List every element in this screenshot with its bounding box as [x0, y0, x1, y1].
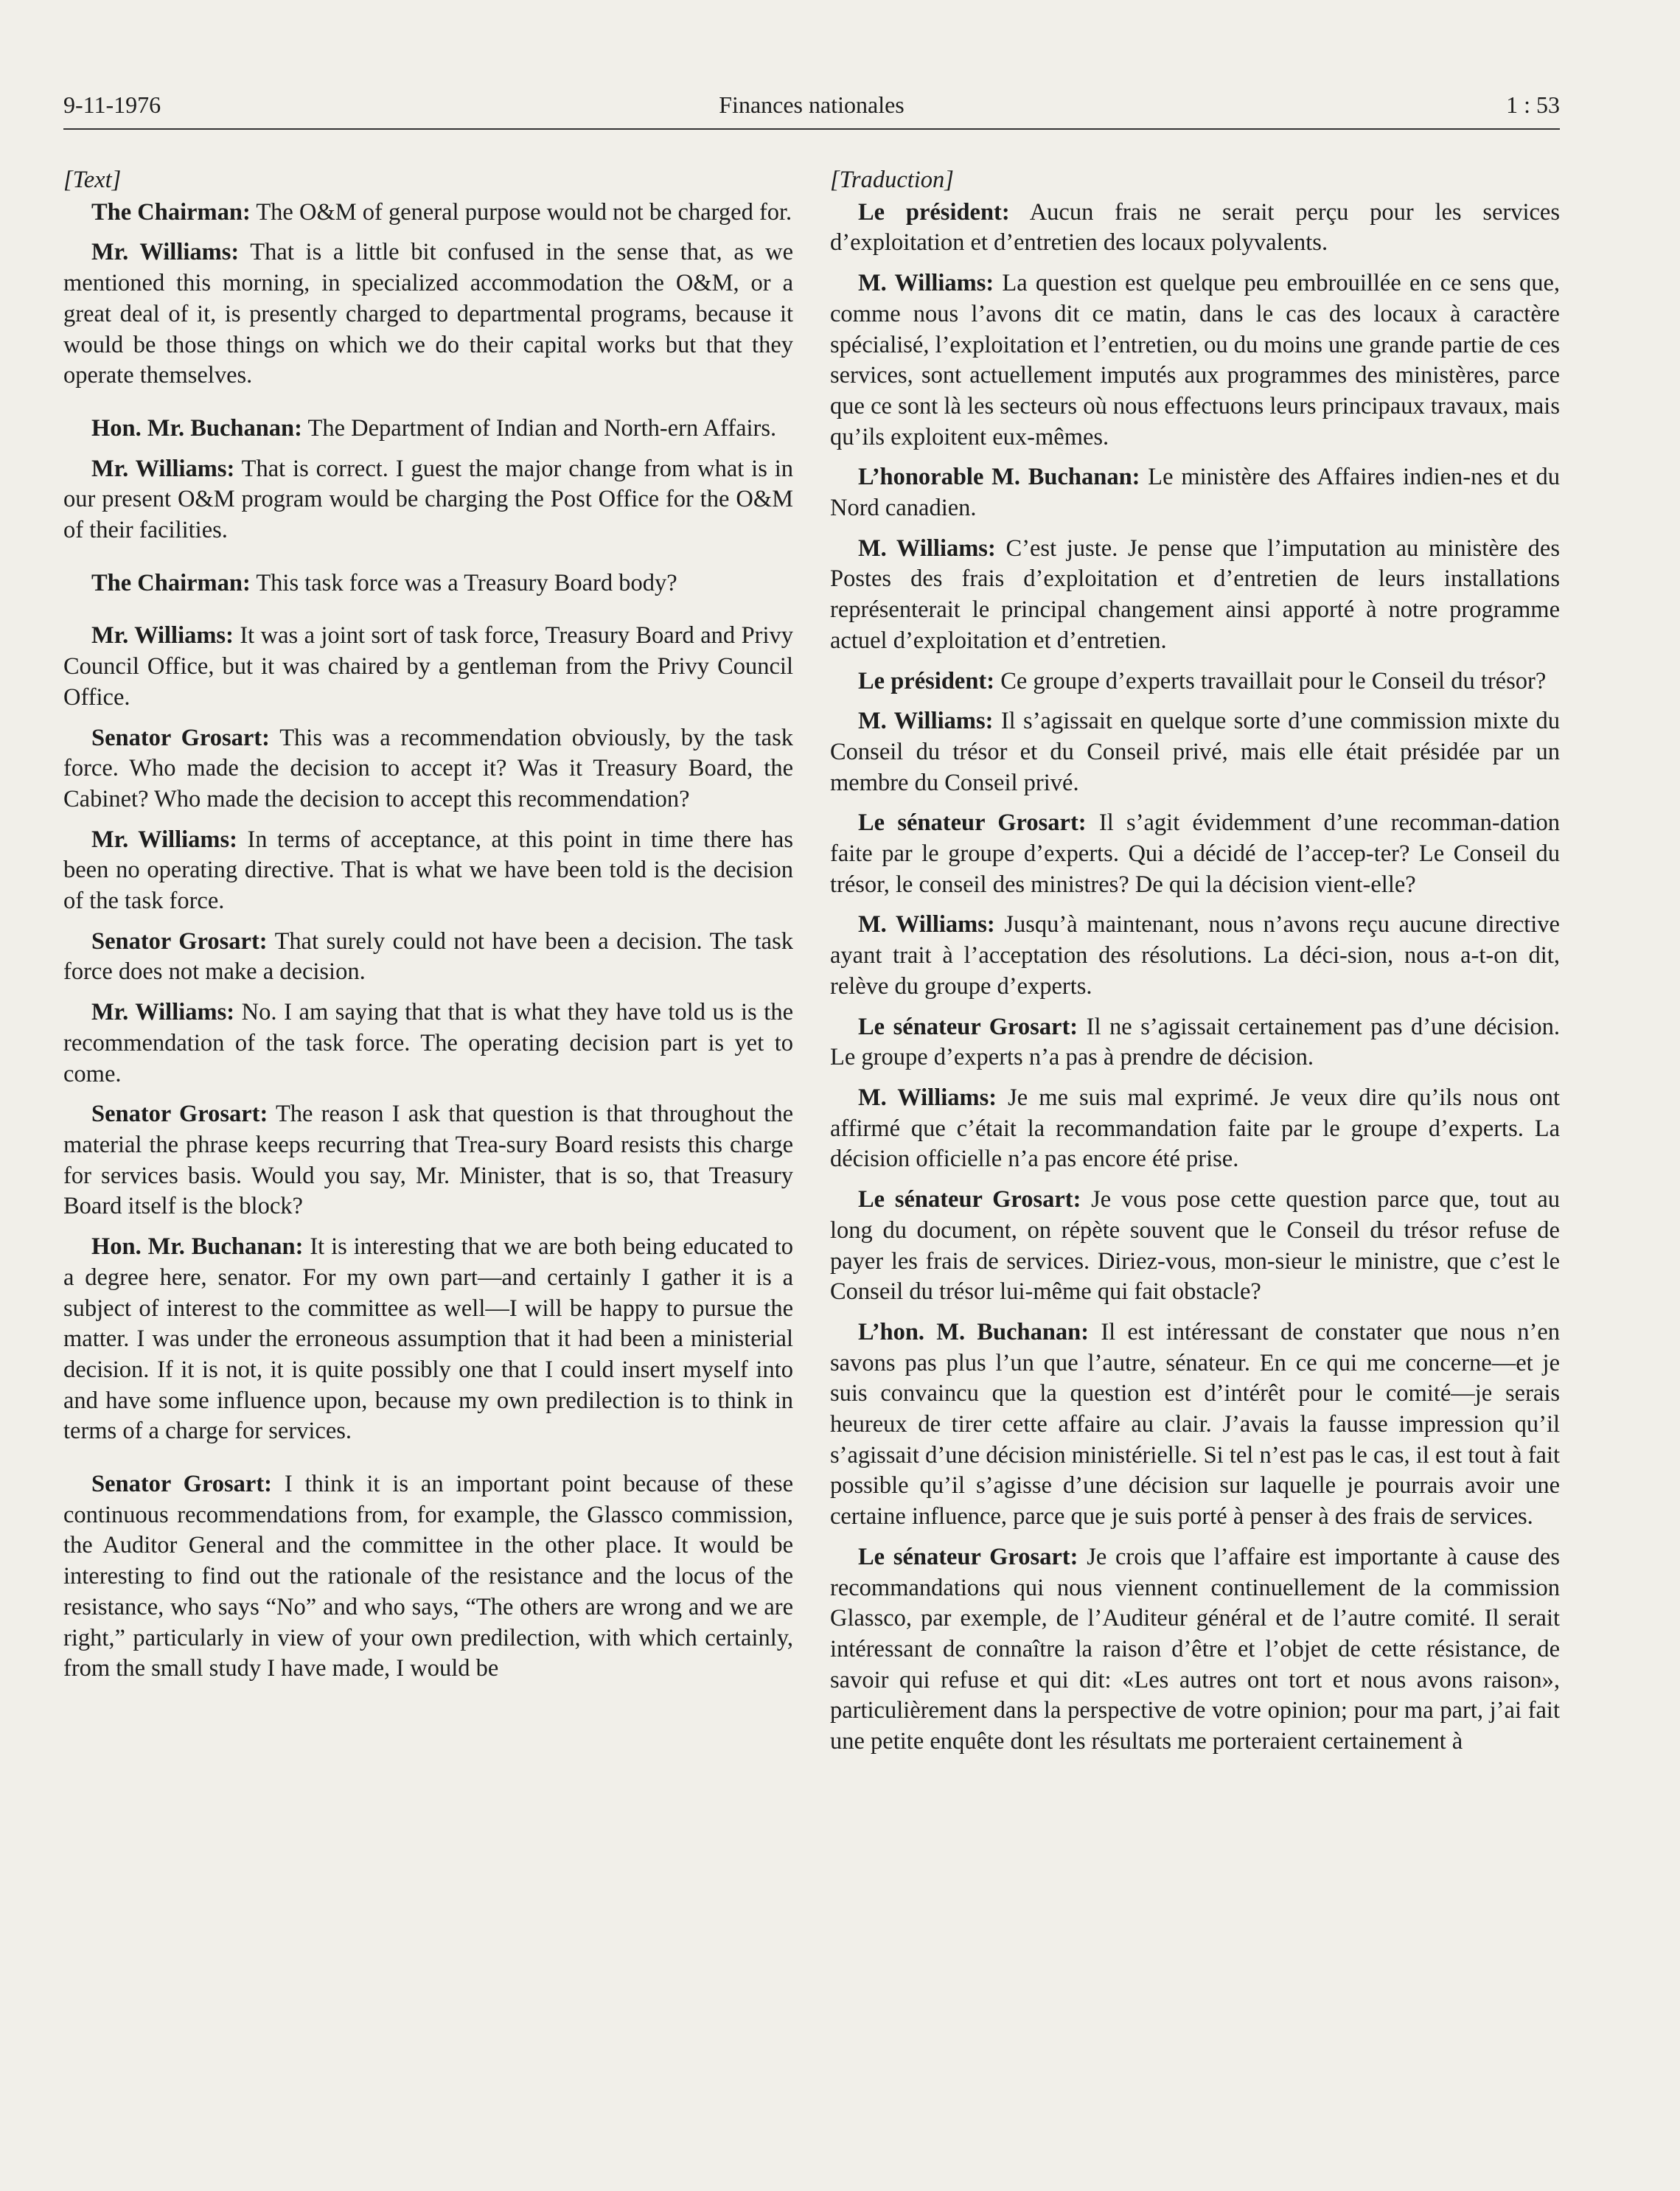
french-column [830, 165, 1560, 1767]
page-header [63, 87, 1560, 133]
transcript-paragraph [830, 1542, 1560, 1758]
speech-text: Il est intéressant de constater que nous n’en savons pas plus l’un que l’autre, sénateur. En ce qui me concerne—et je suis convaincu que la question est d’intérêt pour le comité—je serais heureux de tirer cette affaire au clair. J’avais la fausse impression qu’il s’agissait d’une décision ministérielle. Si tel n’est pas le cas, il est tout à fait possible qu’il s’agisse d’une décision sur laquelle je pourrais avoir une certaine influence, parce que je suis porté à penser à des frais de services. [830, 1318, 1560, 1530]
speaker-name: M. Williams: [858, 534, 996, 562]
speech-text: It is interesting that we are both being educated to a degree here, senator. For my own part—and certainly I gather it is a subject of interest to the committee as well—I will be happy to pursue the matter. I was under the erroneous assumption that it had been a ministerial decision. If it is not, it is quite possibly one that I could insert myself into and have some influence upon, because my own predilection is to think in terms of a charge for services. [63, 1233, 794, 1445]
speaker-name: The Chairman: [91, 198, 251, 226]
speech-text: Il ne s’agissait certainement pas d’une décision. Le groupe d’experts n’a pas à prendre de décision. [830, 1013, 1560, 1071]
speaker-name: M. Williams: [858, 270, 994, 297]
speech-text: This was a recommendation obviously, by the task force. Who made the decision to accept it? Was it Treasury Board, the Cabinet? Who made the decision to accept this recommendation? [63, 724, 793, 812]
speaker-name: Mr. Williams: [91, 455, 235, 482]
speech-text: Le ministère des Affaires indien-nes et du Nord canadien. [830, 464, 1560, 522]
speaker-name: Mr. Williams: [91, 826, 237, 853]
speaker-name: Senator Grosart: [91, 1471, 272, 1498]
transcript-paragraph [63, 723, 793, 815]
column-tag: [Text] [63, 167, 122, 193]
speech-text: Il s’agit évidemment d’une recomman-dation faite par le groupe d’experts. Qui a décidé de l’accep-ter? Le Conseil du trésor, le conseil des ministres? De qui la décision vient-elle? [830, 809, 1560, 898]
transcript-paragraph [830, 706, 1560, 798]
transcript-paragraph [830, 1083, 1560, 1175]
speech-text: That surely could not have been a decision. The task force does not make a decision. [63, 927, 793, 986]
speaker-name: Mr. Williams: [91, 999, 235, 1026]
speech-text: That is a little bit confused in the sense that, as we mentioned this morning, in specialized accommodation the O&M, or a great deal of it, is presently charged to departmental programs, because it would be those things on which we do their capital works but that they operate themselves. [63, 239, 793, 389]
speaker-name: Le président: [858, 198, 1010, 226]
speech-text: The O&M of general purpose would not be charged for. [256, 198, 792, 226]
speaker-name: Senator Grosart: [91, 927, 268, 955]
speech-text: The Department of Indian and North-ern Affairs. [307, 414, 777, 442]
speech-text: The reason I ask that question is that throughout the material the phrase keeps recurring that Trea-sury Board resists this charge for services basis. Would you say, Mr. Minister, that is so, that Treasury Board itself is the block? [63, 1101, 794, 1220]
transcript-paragraph [63, 237, 793, 391]
speech-text: Aucun frais ne serait perçu pour les services d’exploitation et d’entretien des locaux polyvalents. [830, 198, 1561, 257]
speaker-name: M. Williams: [858, 708, 994, 735]
transcript-paragraph [830, 1185, 1560, 1308]
transcript-paragraph [830, 666, 1560, 697]
speaker-name: M. Williams: [858, 911, 995, 938]
transcript-paragraph [830, 198, 1560, 259]
transcript-paragraph [63, 1469, 793, 1685]
transcript-paragraph [830, 910, 1560, 1002]
transcript-paragraph [830, 462, 1560, 523]
english-column [63, 165, 793, 1694]
transcript-paragraph [63, 997, 793, 1090]
transcript-paragraph [63, 414, 793, 445]
column-tag: [Traduction] [830, 167, 954, 193]
speech-text: La question est quelque peu embrouillée en ce sens que, comme nous l’avons dit ce matin, dans le cas des locaux à caractère spécialisé, l’exploitation et l’entretien, ou du moins une grande partie de ces services, sont actuellement imputés aux programmes des ministères, parce que ce sont là les secteurs où nous effectuons leurs principaux travaux, mais qu’ils exploitent eux-mêmes. [830, 270, 1561, 450]
speech-text: Jusqu’à maintenant, nous n’avons reçu aucune directive ayant trait à l’acceptation des résolutions. La déci-sion, nous a-t-on dit, relève du groupe d’experts. [830, 911, 1560, 1000]
transcript-paragraph [63, 1232, 793, 1447]
transcript-paragraph [63, 198, 793, 229]
speech-text: No. I am saying that that is what they have told us is the recommendation of the task force. The operating decision part is yet to come. [63, 999, 793, 1087]
transcript-paragraph [63, 568, 793, 599]
transcript-paragraph [830, 268, 1560, 453]
speech-text: Je vous pose cette question parce que, tout au long du document, on répète souvent que le Conseil du trésor refuse de payer les frais de services. Diriez-vous, mon-sieur le ministre, que c’est le Conseil du trésor lui-même qui fait obstacle? [830, 1186, 1561, 1306]
header-title: Finances nationales [719, 91, 905, 118]
speaker-name: The Chairman: [91, 569, 251, 596]
speaker-name: Senator Grosart: [91, 724, 270, 751]
speech-text: Je crois que l’affaire est importante à cause des recommandations qui nous viennent continuellement de la commission Glassco, par exemple, de l’Auditeur général et de l’autre comité. Il serait intéressant de connaître la raison d’être et l’objet de cette résistance, de savoir qui refuse et qui dit: «Les autres ont tort et nous avons raison», particulièrement dans la perspective de votre opinion; pour ma part, j’ai fait une petite enquête dont les résultats me porteraient certainement à [830, 1543, 1561, 1755]
header-page-number: 1 : 53 [1506, 91, 1560, 118]
transcript-paragraph [830, 808, 1560, 900]
speaker-name: Le sénateur Grosart: [858, 1543, 1078, 1570]
speaker-name: L’honorable M. Buchanan: [858, 464, 1140, 491]
header-rule [63, 128, 1560, 130]
speech-text: Je me suis mal exprimé. Je veux dire qu’ils nous ont affirmé que c’était la recommandation faite par le groupe d’experts. La décision officielle n’a pas encore été prise. [830, 1084, 1560, 1173]
speaker-name: Senator Grosart: [91, 1101, 268, 1128]
transcript-paragraph [63, 454, 793, 546]
transcript-paragraph [830, 1317, 1560, 1533]
transcript-paragraph [63, 825, 793, 917]
speech-text: This task force was a Treasury Board body? [256, 569, 677, 596]
speech-text: Ce groupe d’experts travaillait pour le Conseil du trésor? [1000, 667, 1547, 694]
speech-text: C’est juste. Je pense que l’imputation au ministère des Postes des frais d’exploitation et d’entretien de leurs installations représenterait le principal changement ainsi apporté à notre programme actuel d’exploitation et d’entretien. [830, 534, 1561, 654]
speaker-name: Mr. Williams: [91, 239, 240, 266]
speech-text: That is correct. I guest the major change from what is in our present O&M program would be charging the Post Office for the O&M of their facilities. [63, 455, 794, 544]
transcript-paragraph [63, 927, 793, 988]
header-date: 9-11-1976 [63, 91, 161, 118]
speaker-name: Le président: [858, 667, 995, 694]
transcript-paragraph [830, 534, 1560, 657]
speech-text: Il s’agissait en quelque sorte d’une commission mixte du Conseil du trésor et du Conseil privé, mais elle était présidée par un membre du Conseil privé. [830, 708, 1560, 796]
speaker-name: L’hon. M. Buchanan: [858, 1318, 1090, 1345]
speaker-name: Le sénateur Grosart: [858, 1013, 1078, 1040]
speaker-name: Mr. Williams: [91, 622, 234, 649]
speaker-name: Le sénateur Grosart: [858, 1186, 1081, 1213]
speaker-name: Le sénateur Grosart: [858, 809, 1087, 837]
speaker-name: Hon. Mr. Buchanan: [91, 1233, 304, 1261]
speaker-name: M. Williams: [858, 1084, 997, 1111]
transcript-paragraph [63, 1099, 793, 1222]
speech-text: It was a joint sort of task force, Treasury Board and Privy Council Office, but it was chaired by a gentleman from the Privy Council Office. [63, 622, 794, 711]
transcript-paragraph [63, 621, 793, 713]
speech-text: I think it is an important point because of these continuous recommendations from, for example, the Glassco commission, the Auditor General and the committee in the other place. It would be interesting to find out the rationale of the resistance and the locus of the resistance, who says “No” and who says, “The others are wrong and we are right,” particularly in view of your own predilection, with which certainly, from the small study I have made, I would be [63, 1471, 794, 1682]
transcript-paragraph [830, 1012, 1560, 1073]
speech-text: In terms of acceptance, at this point in time there has been no operating directive. That is what we have been told is the decision of the task force. [63, 826, 793, 915]
speaker-name: Hon. Mr. Buchanan: [91, 414, 302, 442]
